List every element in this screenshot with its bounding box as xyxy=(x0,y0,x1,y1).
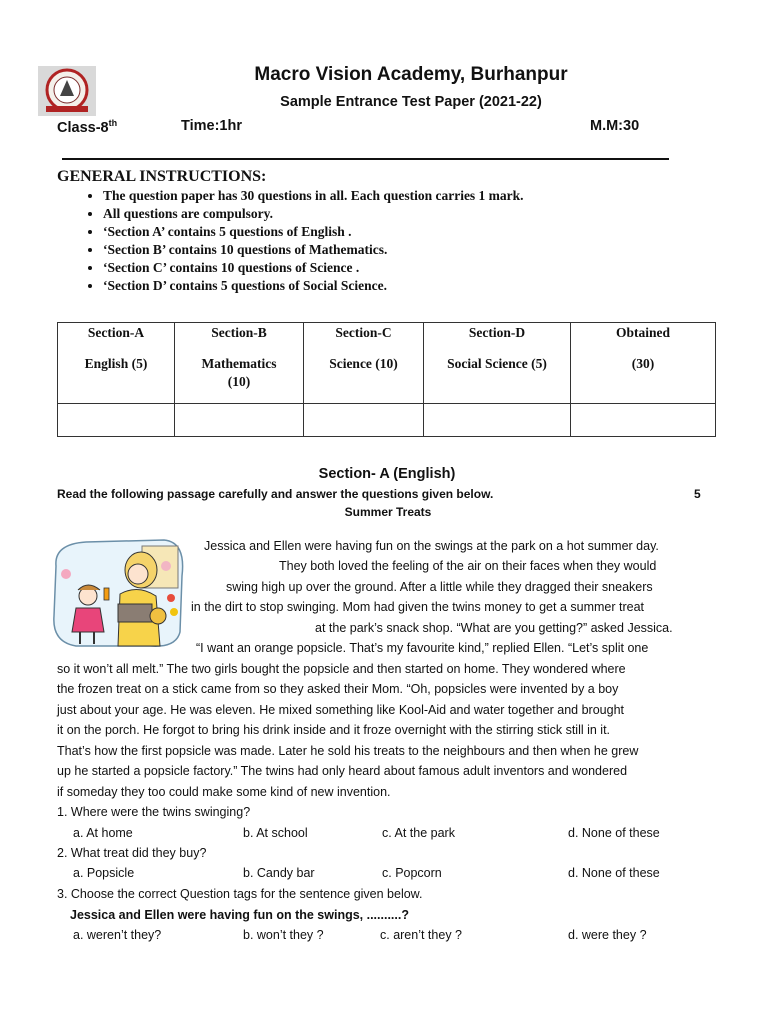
instruction-item: • All questions are compulsory. xyxy=(103,205,743,223)
option-d: d. None of these xyxy=(568,866,660,880)
option-b: b. Candy bar xyxy=(243,866,315,880)
passage-line: just about your age. He was eleven. He mixed something like Kool-Aid and water together and brought xyxy=(57,703,624,717)
option-a: a. weren’t they? xyxy=(73,928,162,942)
time-label: Time:1hr xyxy=(181,118,242,134)
table-cell-empty xyxy=(424,404,571,437)
marks-table xyxy=(57,322,716,437)
section-marks: 5 xyxy=(694,487,701,501)
instruction-item: • ‘Section C’ contains 10 questions of Science . xyxy=(103,259,743,277)
table-cell: Section-C Science (10) xyxy=(304,323,424,404)
table-cell: Section-B Mathematics (10) xyxy=(175,323,304,404)
table-cell-empty xyxy=(58,404,175,437)
passage-instruction: Read the following passage carefully and answer the questions given below. xyxy=(57,487,494,501)
table-cell: Section-A English (5) xyxy=(58,323,175,404)
instruction-item: • The question paper has 30 questions in all. Each question carries 1 mark. xyxy=(103,187,743,205)
max-marks-label: M.M:30 xyxy=(590,118,640,134)
option-b: b. won’t they ? xyxy=(243,928,324,942)
passage-line: up he started a popsicle factory.” The twins had only heard about famous adult inventors and wondered xyxy=(57,764,628,778)
option-c: c. At the park xyxy=(382,826,455,840)
instructions-heading: GENERAL INSTRUCTIONS: xyxy=(57,168,267,185)
instructions-list xyxy=(57,187,743,295)
passage-line: so it won’t all melt.” The two girls bought the popsicle and then started on home. They wondered where xyxy=(57,662,626,676)
class-label: Class-8th xyxy=(57,118,118,136)
option-b: b. At school xyxy=(243,826,308,840)
table-cell-empty xyxy=(304,404,424,437)
table-cell: Obtained (30) xyxy=(571,323,716,404)
girls-eating-popsicle-illustration xyxy=(46,536,188,652)
page-subtitle: Sample Entrance Test Paper (2021-22) xyxy=(280,94,542,110)
option-d: d. None of these xyxy=(568,826,660,840)
divider-line xyxy=(62,158,669,160)
passage-line: swing high up over the ground. After a little while they dragged their sneakers xyxy=(226,580,653,594)
passage-line: it on the porch. He forgot to bring his drink inside and it froze overnight with the stirring stick still in it. xyxy=(57,723,611,737)
question-2: 2. What treat did they buy? xyxy=(57,846,207,860)
passage-line: at the park’s snack shop. “What are you getting?” asked Jessica. xyxy=(315,621,673,635)
option-a: a. At home xyxy=(73,826,133,840)
story-title: Summer Treats xyxy=(344,505,432,519)
instruction-item: • ‘Section B’ contains 10 questions of Mathematics. xyxy=(103,241,743,259)
instruction-item: • ‘Section A’ contains 5 questions of English . xyxy=(103,223,743,241)
section-a-heading: Section- A (English) xyxy=(318,466,456,482)
question-3-stem: Jessica and Ellen were having fun on the swings, ..........? xyxy=(70,908,409,922)
question-3: 3. Choose the correct Question tags for the sentence given below. xyxy=(57,887,423,901)
instruction-item: • ‘Section D’ contains 5 questions of Social Science. xyxy=(103,277,743,295)
table-cell: Section-D Social Science (5) xyxy=(424,323,571,404)
passage-line: in the dirt to stop swinging. Mom had given the twins money to get a summer treat xyxy=(191,600,644,614)
passage-line: if someday they too could make some kind of new invention. xyxy=(57,785,391,799)
question-1: 1. Where were the twins swinging? xyxy=(57,805,251,819)
passage-line: Jessica and Ellen were having fun on the swings at the park on a hot summer day. xyxy=(204,539,659,553)
passage-line: They both loved the feeling of the air on their faces when they would xyxy=(279,559,657,573)
option-c: c. aren’t they ? xyxy=(380,928,462,942)
option-a: a. Popsicle xyxy=(73,866,135,880)
passage-line: “I want an orange popsicle. That’s my favourite kind,” replied Ellen. “Let’s split one xyxy=(196,641,649,655)
page-title: Macro Vision Academy, Burhanpur xyxy=(254,64,568,85)
option-d: d. were they ? xyxy=(568,928,647,942)
option-c: c. Popcorn xyxy=(382,866,442,880)
passage-line: That’s how the first popsicle was made. Later he sold his treats to the neighbours and then when he grew xyxy=(57,744,639,758)
table-cell-empty xyxy=(175,404,304,437)
passage-line: the frozen treat on a stick came from so they asked their Mom. “Oh, popsicles were invented by a boy xyxy=(57,682,619,696)
table-cell-empty xyxy=(571,404,716,437)
